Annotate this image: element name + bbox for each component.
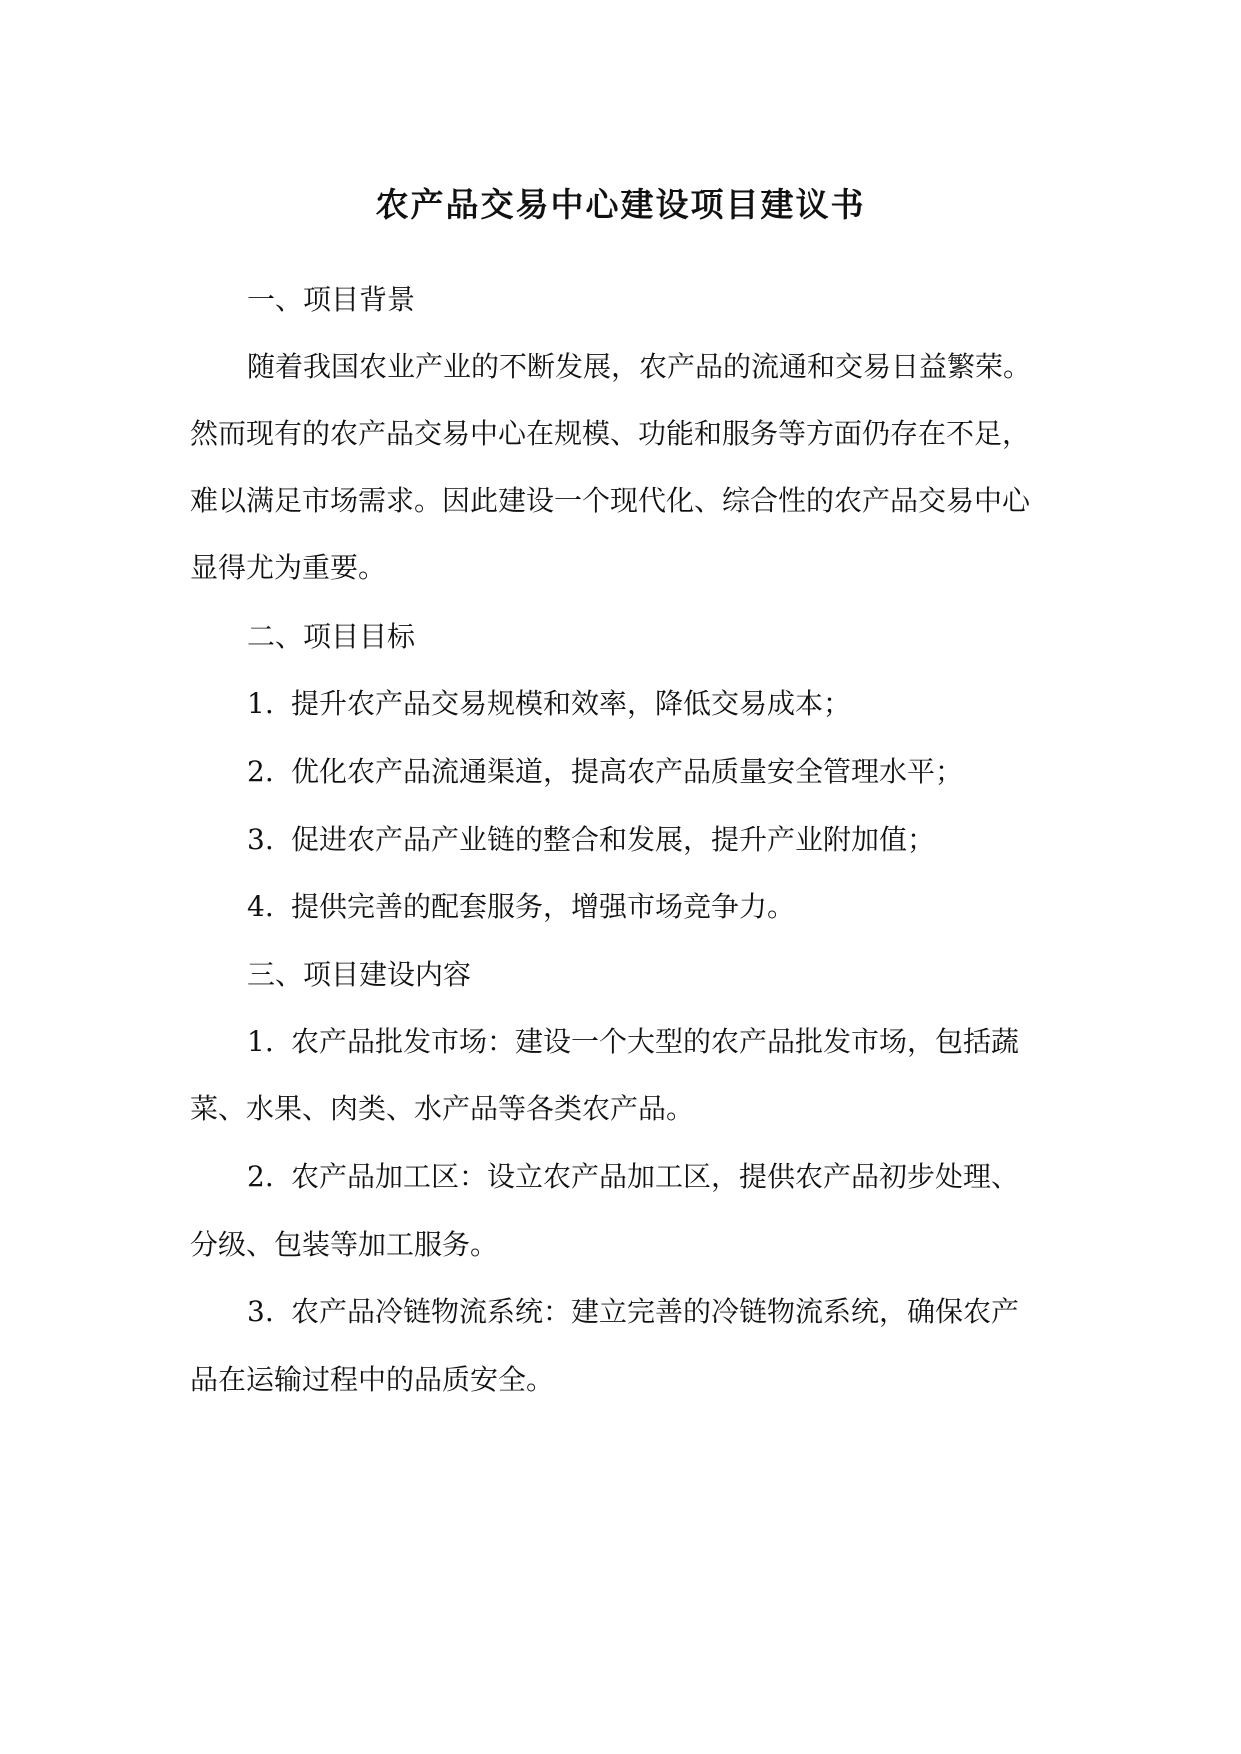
list-item	[247, 1292, 1019, 1332]
list-item-text: 促进农产品产业链的整合和发展，提升产业附加值；	[291, 823, 936, 856]
paragraph-line: 然而现有的农产品交易中心在规模、功能和服务等方面仍存在不足，	[190, 417, 1031, 450]
list-item-number: 4.	[247, 890, 274, 923]
list-item-text: 农产品批发市场：建设一个大型的农产品批发市场，包括蔬	[291, 1025, 1020, 1058]
paragraph-line: 显得尤为重要。	[190, 551, 387, 584]
list-item	[247, 752, 963, 792]
list-item-text: 优化农产品流通渠道，提高农产品质量安全管理水平；	[291, 755, 964, 788]
list-item-number: 2.	[247, 1160, 274, 1193]
section-heading-goals: 二、项目目标	[247, 620, 416, 653]
list-item	[247, 684, 851, 724]
paragraph-line: 随着我国农业产业的不断发展，农产品的流通和交易日益繁荣。	[247, 350, 1032, 383]
list-item-number: 2.	[247, 755, 274, 788]
list-item-text: 提供完善的配套服务，增强市场竞争力。	[291, 890, 796, 923]
list-item-continuation: 品在运输过程中的品质安全。	[190, 1363, 555, 1396]
list-item-text: 农产品加工区：设立农产品加工区，提供农产品初步处理、	[291, 1160, 1020, 1193]
list-item-number: 1.	[247, 1025, 274, 1058]
document-title: 农产品交易中心建设项目建议书	[375, 185, 866, 224]
section-heading-construction: 三、项目建设内容	[247, 958, 472, 991]
list-item-continuation: 菜、水果、肉类、水产品等各类农产品。	[190, 1092, 695, 1125]
section-heading-background: 一、项目背景	[247, 283, 416, 316]
list-item	[247, 1157, 1019, 1197]
list-item-text: 提升农产品交易规模和效率，降低交易成本；	[291, 687, 852, 720]
paragraph-line: 难以满足市场需求。因此建设一个现代化、综合性的农产品交易中心	[190, 484, 1031, 517]
list-item-number: 1.	[247, 687, 274, 720]
list-item-text: 农产品冷链物流系统：建立完善的冷链物流系统，确保农产	[291, 1295, 1020, 1328]
list-item	[247, 820, 935, 860]
list-item	[247, 887, 795, 927]
list-item-continuation: 分级、包装等加工服务。	[190, 1228, 499, 1261]
list-item	[247, 1022, 1019, 1062]
list-item-number: 3.	[247, 823, 274, 856]
list-item-number: 3.	[247, 1295, 274, 1328]
